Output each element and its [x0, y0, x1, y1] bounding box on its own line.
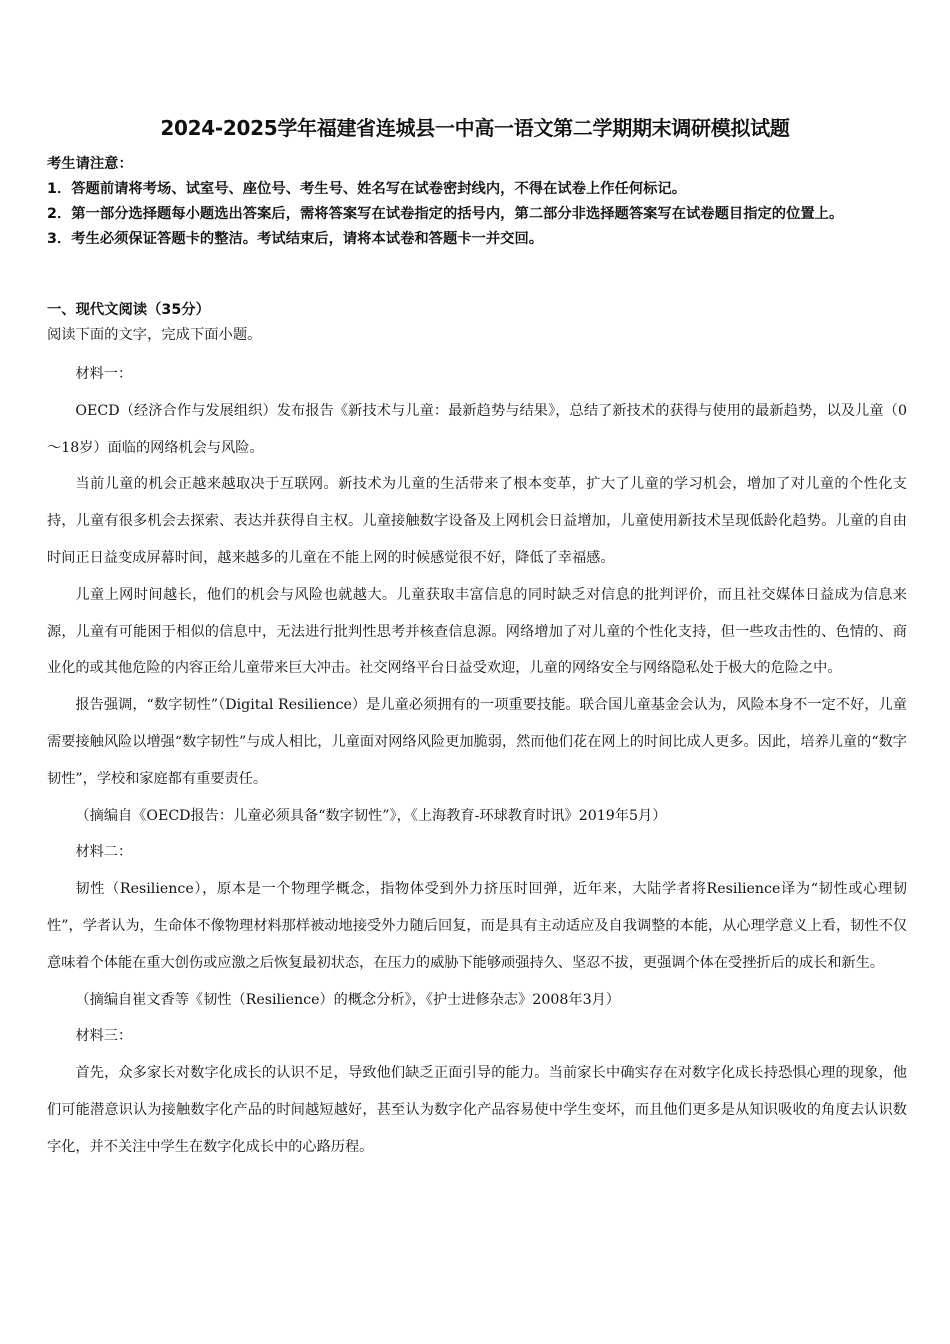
- section-heading: 一、现代文阅读（35分）: [47, 302, 210, 318]
- section-instruction: 阅读下面的文字，完成下面小题。: [47, 327, 262, 343]
- material-label: 材料三：: [75, 1028, 133, 1045]
- reading-passage: [47, 356, 907, 1166]
- material-label: 材料二：: [75, 844, 133, 861]
- candidate-notice: [47, 152, 907, 252]
- notice-item: 3．考生必须保证答题卡的整洁。考试结束后，请将本试卷和答题卡一并交回。: [47, 231, 544, 247]
- passage-paragraph: 报告强调，“数字韧性”（Digital Resilience）是儿童必须拥有的一项重要技能。联合国儿童基金会认为，风险本身不一定不好，儿童需要接触风险以增强“数字韧性”与成人相比，儿童面对网络风险更加脆弱，然而他们花在网上的时间比成人更多。因此，培养儿童的“数字韧性”，学校和家庭都有重要责任。: [47, 697, 907, 787]
- material-label: 材料一：: [75, 366, 133, 382]
- passage-paragraph: OECD（经济合作与发展组织）发布报告《新技术与儿童：最新趋势与结果》，总结了新技术的获得与使用的最新趋势，以及儿童（0～18岁）面临的网络机会与风险。: [47, 402, 907, 456]
- notice-heading: 考生请注意：: [47, 156, 133, 172]
- passage-paragraph: 首先，众多家长对数字化成长的认识不足，导致他们缺乏正面引导的能力。当前家长中确实存在对数字化成长持恐惧心理的现象，他们可能潜意识认为接触数字化产品的时间越短越好，甚至认为数字化产品容易使中学生变坏，而且他们更多是从知识吸收的角度去认识数字化，并不关注中学生在数字化成长中的心路历程。: [47, 1065, 907, 1155]
- source-citation: （摘编自《OECD报告：儿童必须具备“数字韧性”》，《上海教育-环球教育时讯》2019年5月）: [75, 807, 667, 824]
- passage-paragraph: 当前儿童的机会正越来越取决于互联网。新技术为儿童的生活带来了根本变革，扩大了儿童的学习机会，增加了对儿童的个性化支持，儿童有很多机会去探索、表达并获得自主权。儿童接触数字设备及上网机会日益增加，儿童使用新技术呈现低龄化趋势。儿童的自由时间正日益变成屏幕时间，越来越多的儿童在不能上网的时候感觉很不好，降低了幸福感。: [47, 476, 907, 566]
- source-citation: （摘编自崔文香等《韧性（Resilience）的概念分析》，《护士进修杂志》2008年3月）: [75, 991, 620, 1008]
- notice-item: 2．第一部分选择题每小题选出答案后，需将答案写在试卷指定的括号内，第二部分非选择题答案写在试卷题目指定的位置上。: [47, 206, 844, 222]
- passage-paragraph: 韧性（Resilience），原本是一个物理学概念，指物体受到外力挤压时回弹，近年来，大陆学者将Resilience译为“韧性或心理韧性”，学者认为，生命体不像物理材料那样被动地接受外力随后回复，而是具有主动适应及自我调整的本能，从心理学意义上看，韧性不仅意味着个体能在重大创伤或应激之后恢复最初状态，在压力的威胁下能够顽强持久、坚忍不拔，更强调个体在受挫折后的成长和新生。: [47, 881, 907, 971]
- notice-item: 1．答题前请将考场、试室号、座位号、考生号、姓名写在试卷密封线内，不得在试卷上作任何标记。: [47, 181, 687, 197]
- passage-paragraph: 儿童上网时间越长，他们的机会与风险也就越大。儿童获取丰富信息的同时缺乏对信息的批判评价，而且社交媒体日益成为信息来源，儿童有可能困于相似的信息中，无法进行批判性思考并核查信息源。网络增加了对儿童的个性化支持，但一些攻击性的、色情的、商业化的或其他危险的内容正给儿童带来巨大冲击。社交网络平台日益受欢迎，儿童的网络安全与网络隐私处于极大的危险之中。: [47, 586, 907, 677]
- page-title: 2024-2025学年福建省连城县一中高一语文第二学期期末调研模拟试题: [160, 116, 790, 140]
